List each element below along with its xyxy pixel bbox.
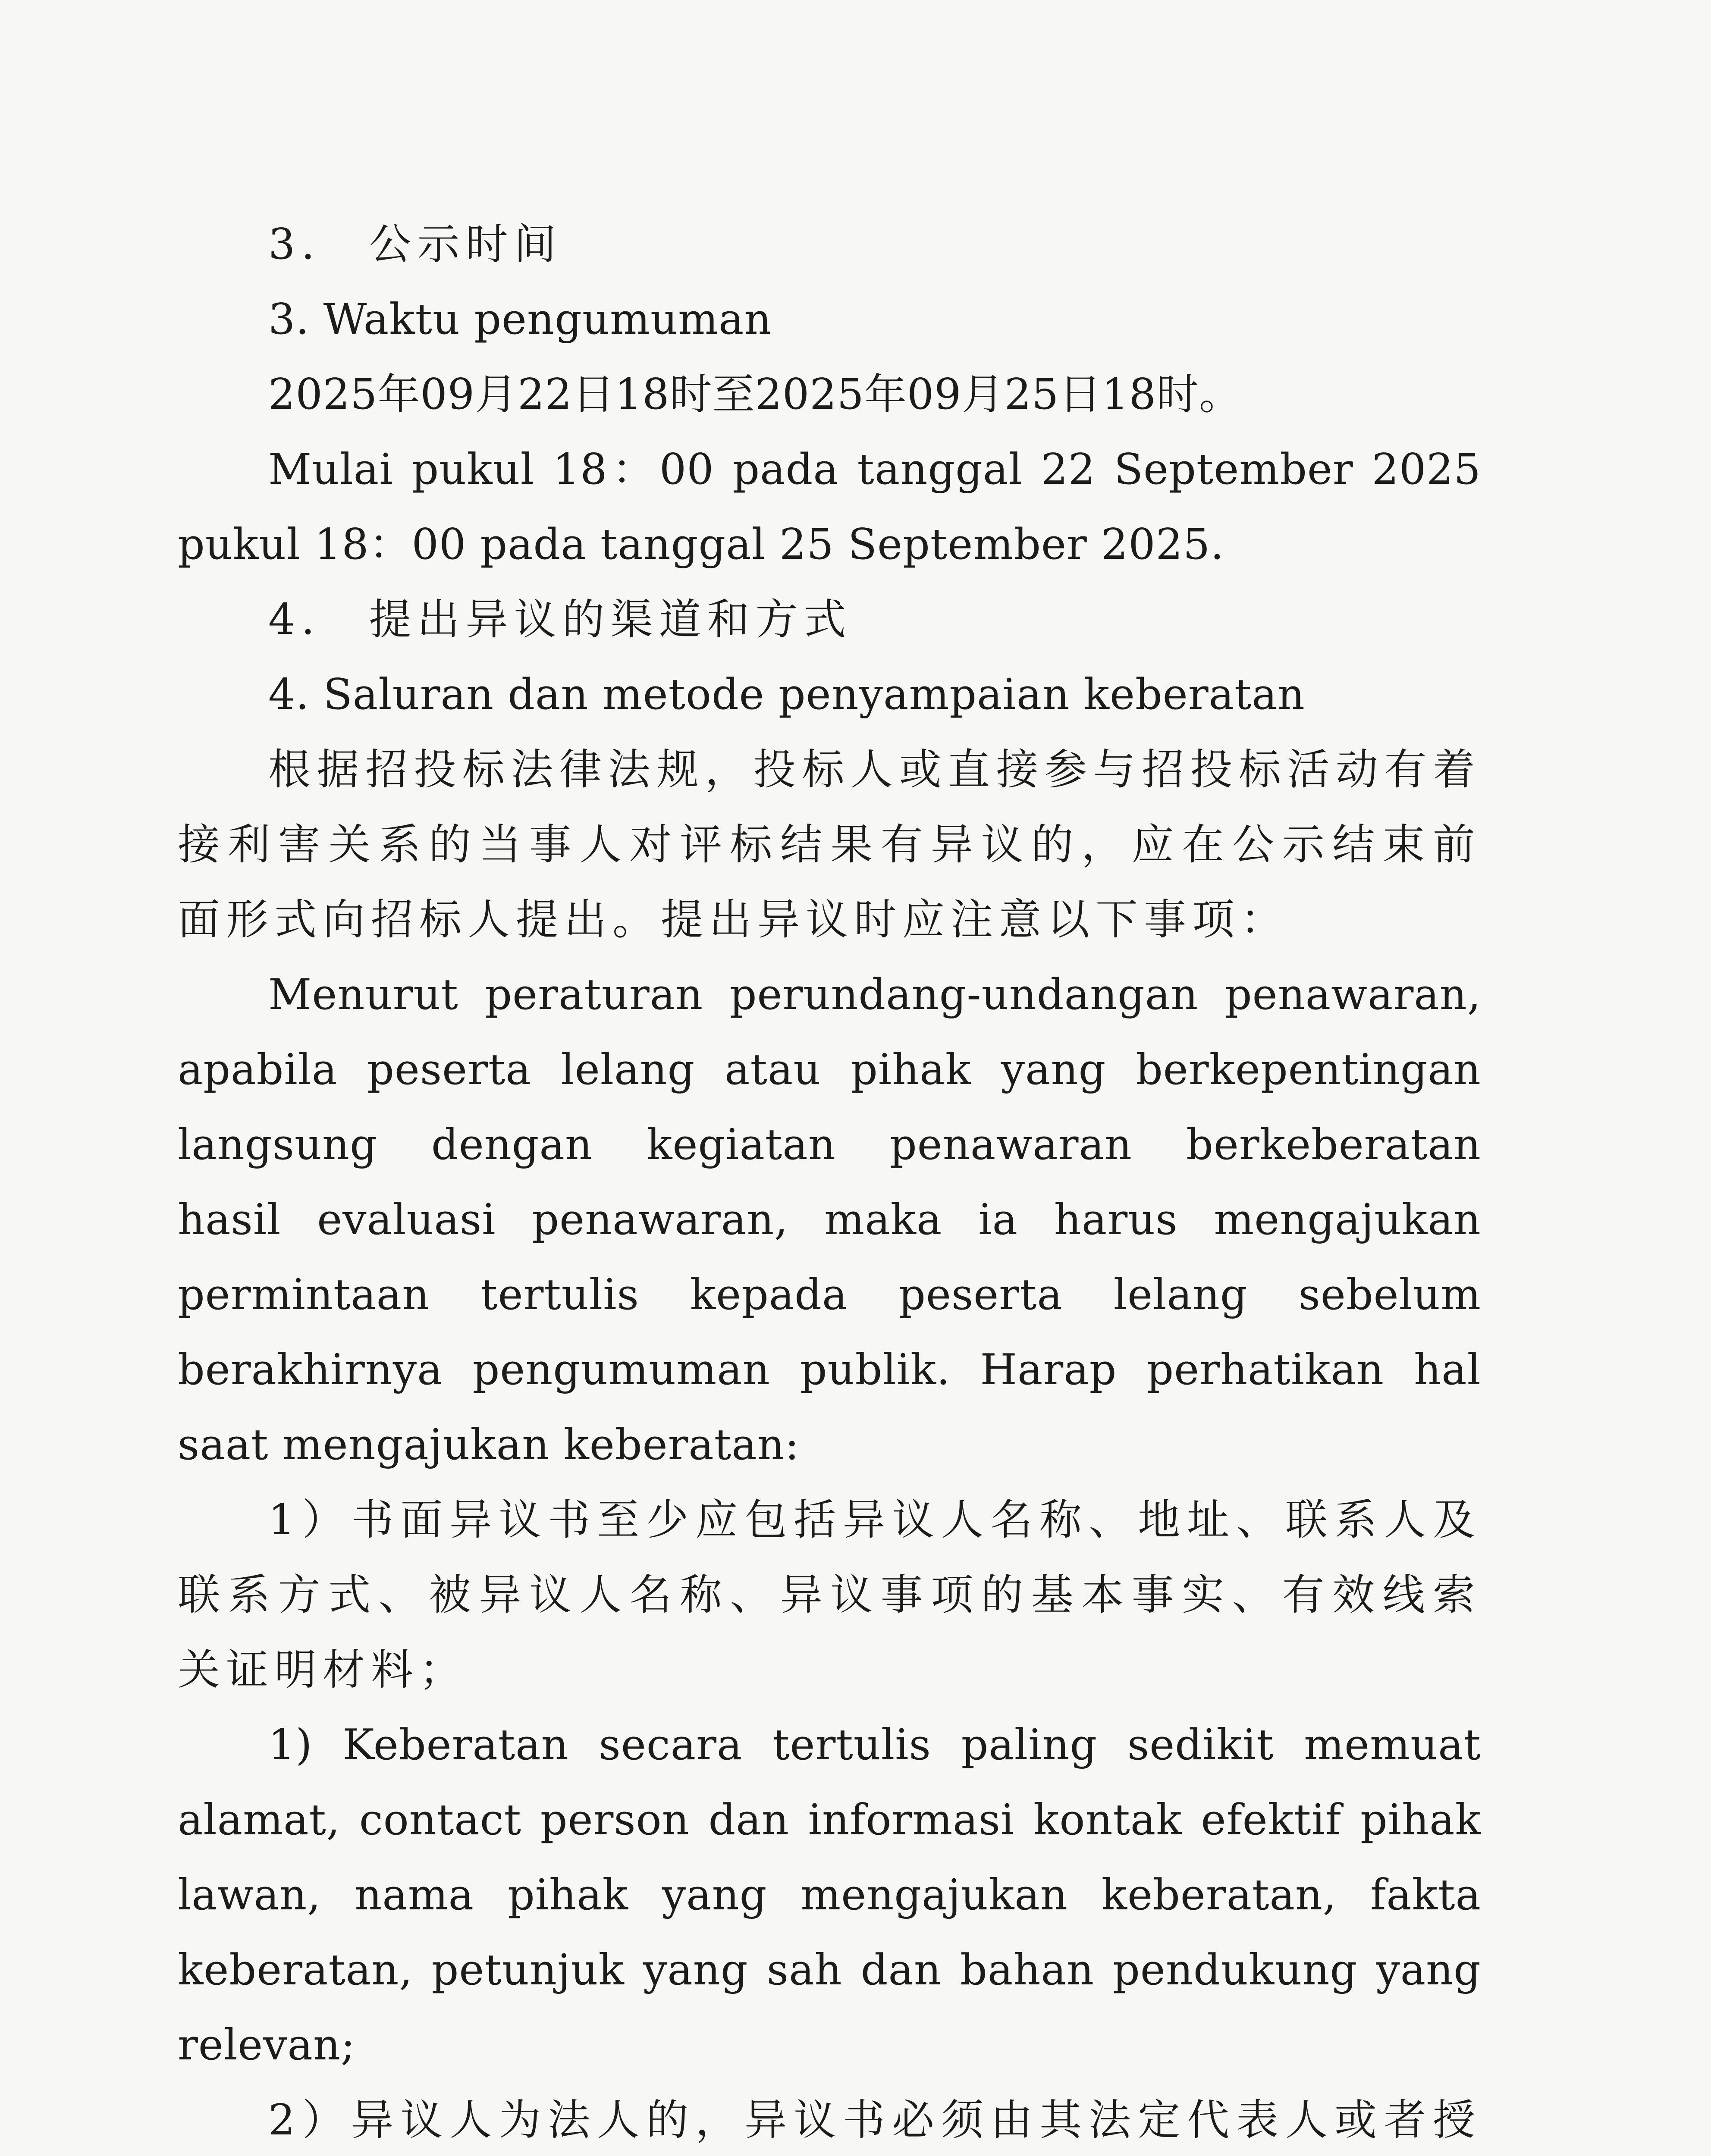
section-heading-4-id: 4. Saluran dan metode penyampaian keberatan [268, 670, 1305, 719]
document-body [178, 207, 1481, 2156]
text-line: saat mengajukan keberatan: [178, 1420, 800, 1470]
text-line: alamat, contact person dan informasi kontak efektif pihak [178, 1796, 1481, 1845]
text-line: Menurut peraturan perundang-undangan penawaran, [268, 970, 1481, 1019]
text-line: 根据招投标法律法规，投标人或直接参与招投标活动有着 [268, 745, 1481, 794]
text-line: 关证明材料； [178, 1645, 468, 1695]
text-line: pukul 18：00 pada tanggal 25 September 2025. [178, 520, 1224, 569]
text-line: relevan; [178, 2021, 356, 2070]
section-heading-3-id: 3. Waktu pengumuman [268, 295, 772, 344]
section-heading-3-cn: 3. 公示时间 [268, 220, 562, 269]
text-line: langsung dengan kegiatan penawaran berkeberatan [178, 1120, 1481, 1169]
text-line: keberatan, petunjuk yang sah dan bahan pendukung yang [178, 1946, 1481, 1995]
text-line: 面形式向招标人提出。提出异议时应注意以下事项： [178, 895, 1289, 944]
text-line: hasil evaluasi penawaran, maka ia harus mengajukan [178, 1195, 1481, 1244]
text-line: 联系方式、被异议人名称、异议事项的基本事实、有效线索 [178, 1570, 1481, 1620]
text-line: apabila peserta lelang atau pihak yang berkepentingan [178, 1045, 1481, 1094]
text-line: 接利害关系的当事人对评标结果有异议的，应在公示结束前 [178, 820, 1481, 869]
text-line: lawan, nama pihak yang mengajukan keberatan, fakta [178, 1871, 1481, 1920]
text-line: 2025年09月22日18时至2025年09月25日18时。 [268, 370, 1242, 419]
text-line: 1) Keberatan secara tertulis paling sedikit memuat [268, 1720, 1481, 1770]
section-heading-4-cn: 4. 提出异议的渠道和方式 [268, 595, 852, 644]
text-line: permintaan tertulis kepada peserta lelang sebelum [178, 1270, 1481, 1319]
text-line: 2）异议人为法人的，异议书必须由其法定代表人或者授 [268, 2096, 1481, 2145]
text-line: Mulai pukul 18：00 pada tanggal 22 September 2025 [268, 445, 1481, 494]
text-line: 1）书面异议书至少应包括异议人名称、地址、联系人及 [268, 1495, 1481, 1545]
text-line: berakhirnya pengumuman publik. Harap perhatikan hal [178, 1345, 1481, 1395]
